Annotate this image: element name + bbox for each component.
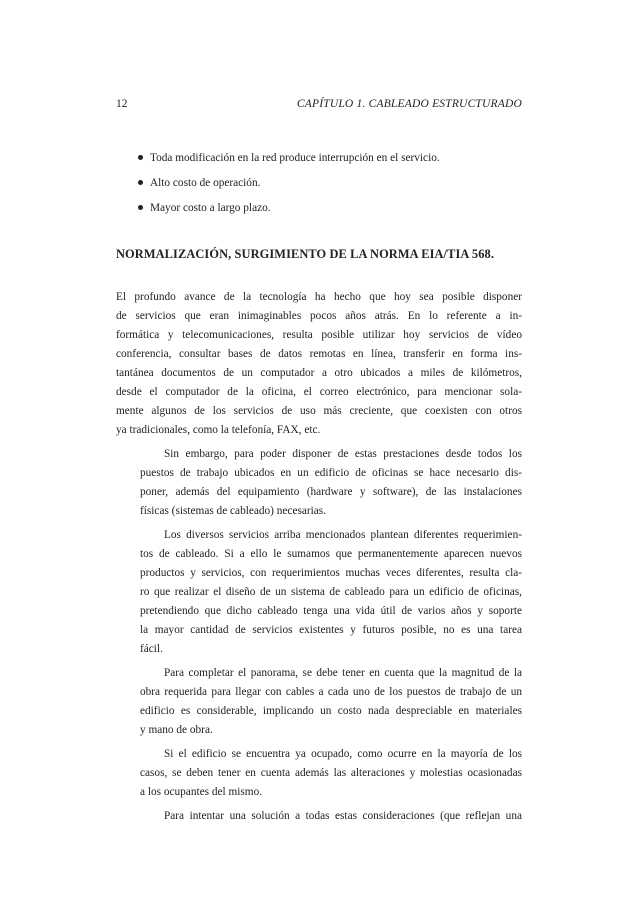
text-line: la mayor cantidad de servicios existentes y futuros posible, no es una tarea — [140, 624, 522, 636]
list-item-text: Alto costo de operación. — [150, 177, 261, 189]
page-header — [116, 98, 522, 114]
text-line: Para intentar una solución a todas estas consideraciones (que reflejan una — [164, 810, 522, 822]
text-line: Sin embargo, para poder disponer de estas prestaciones desde todos los — [164, 448, 522, 460]
running-head: CAPÍTULO 1. CABLEADO ESTRUCTURADO — [296, 98, 522, 110]
text-line: mente algunos de los servicios de uso más creciente, que coexisten con otros — [116, 405, 522, 417]
text-line: conferencia, consultar bases de datos remotas en línea, transferir en forma ins- — [116, 348, 522, 360]
text-line: ya tradicionales, como la telefonía, FAX, etc. — [116, 424, 321, 436]
bullet-icon — [138, 205, 143, 210]
text-line: pretendiendo que dicho cableado tenga una vida útil de varios años y soporte — [140, 605, 522, 617]
paragraph — [116, 807, 522, 826]
paragraph — [116, 526, 522, 659]
text-line: desde el computador de la oficina, el correo electrónico, para mencionar sola- — [116, 386, 522, 398]
paragraph — [116, 664, 522, 740]
bullet-list — [138, 150, 522, 225]
list-item — [138, 175, 522, 200]
text-line: formática y telecomunicaciones, resulta posible utilizar hoy servicios de vídeo — [116, 329, 522, 341]
paragraph — [116, 745, 522, 802]
list-item-text: Toda modificación en la red produce interrupción en el servicio. — [150, 152, 440, 164]
text-line: físicas (sistemas de cableado) necesarias. — [140, 505, 327, 517]
list-item — [138, 200, 522, 225]
text-line: a los ocupantes del mismo. — [140, 786, 263, 798]
paragraph — [116, 445, 522, 521]
text-line: casos, se deben tener en cuenta además las alteraciones y molestias ocasionadas — [140, 767, 522, 779]
text-line: productos y servicios, con requerimientos muchas veces diferentes, resulta cla- — [140, 567, 522, 579]
text-line: Los diversos servicios arriba mencionados plantean diferentes requerimien- — [164, 529, 522, 541]
text-line: ro que realizar el diseño de un sistema de cableado para un edificio de oficinas, — [140, 586, 522, 598]
paragraph — [116, 288, 522, 440]
text-line: poner, además del equipamiento (hardware y software), de las instalaciones — [140, 486, 522, 498]
text-line: fácil. — [140, 643, 163, 655]
text-line: y mano de obra. — [140, 724, 213, 736]
list-item-text: Mayor costo a largo plazo. — [150, 202, 271, 214]
page-number: 12 — [116, 98, 128, 110]
text-line: de servicios que eran inimaginables pocos años atrás. En lo referente a in- — [116, 310, 522, 322]
text-line: El profundo avance de la tecnología ha hecho que hoy sea posible disponer — [116, 291, 522, 303]
section-title: NORMALIZACIÓN, SURGIMIENTO DE LA NORMA EIA/TIA 568. — [116, 247, 495, 261]
bullet-icon — [138, 155, 143, 160]
text-line: tos de cableado. Si a ello le sumamos que permanentemente aparecen nuevos — [140, 548, 522, 560]
text-line: Si el edificio se encuentra ya ocupado, como ocurre en la mayoría de los — [164, 748, 522, 760]
text-line: puestos de trabajo ubicados en un edificio de oficinas se hace necesario dis- — [140, 467, 522, 479]
text-line: obra requerida para llegar con cables a cada uno de los puestos de trabajo de un — [140, 686, 522, 698]
list-item — [138, 150, 522, 175]
text-line: tantánea documentos de un computador a otro ubicados a miles de kilómetros, — [116, 367, 522, 379]
text-line: edificio es considerable, implicando un costo nada despreciable en materiales — [140, 705, 522, 717]
text-line: Para completar el panorama, se debe tener en cuenta que la magnitud de la — [164, 667, 522, 679]
body-text — [116, 288, 522, 831]
bullet-icon — [138, 180, 143, 185]
